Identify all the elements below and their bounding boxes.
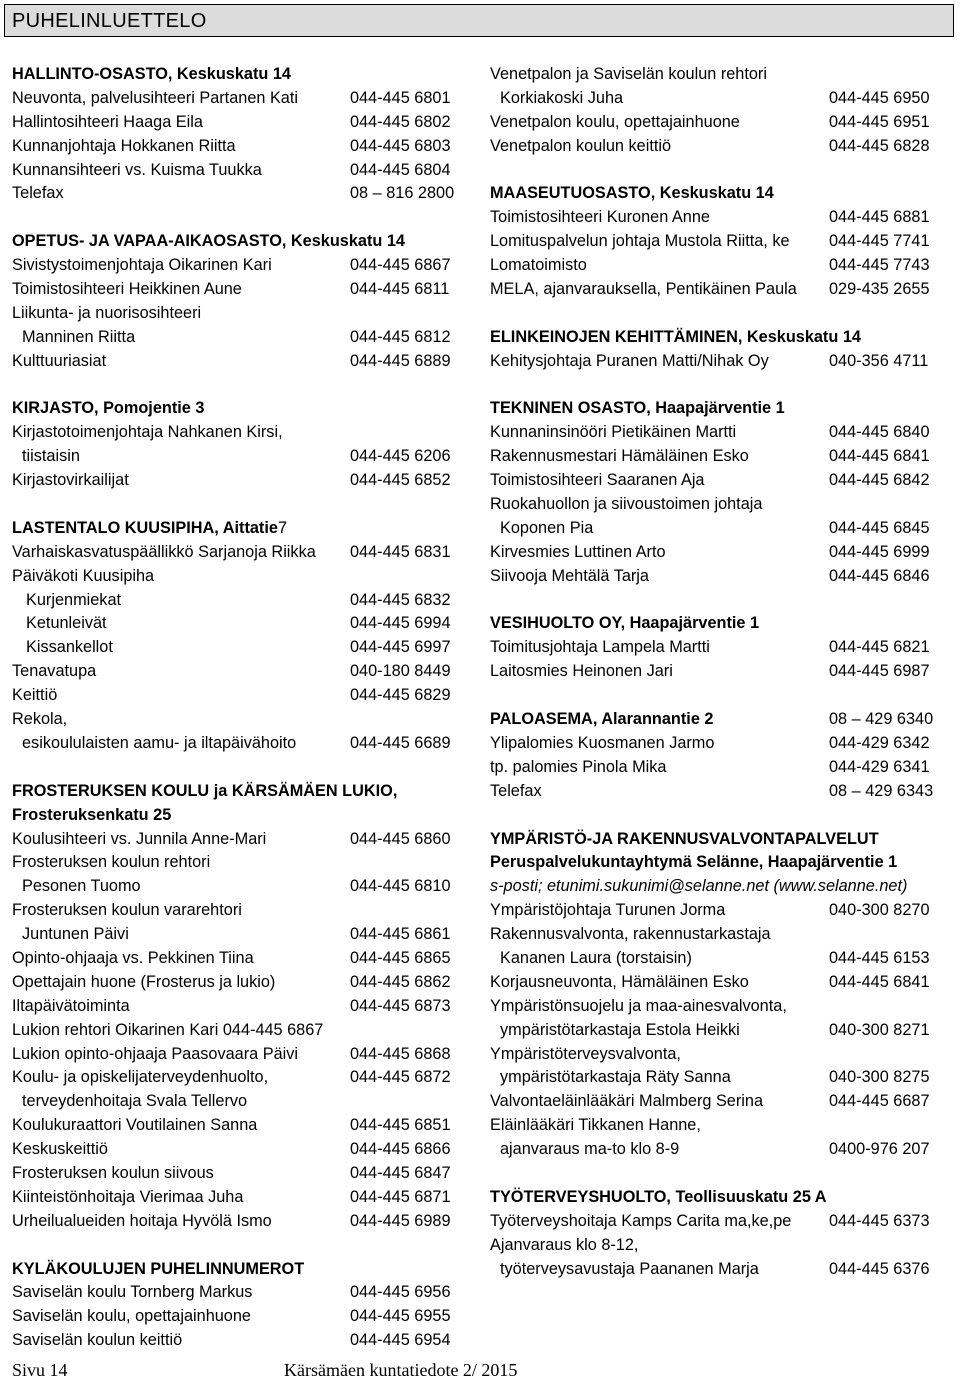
directory-entry (490, 1019, 940, 1043)
entry-label: Saviselän koulu, opettajainhuone (12, 1307, 251, 1326)
directory-entry (490, 995, 940, 1019)
phone-number: 044-429 6342 (829, 733, 930, 752)
phone-number: 044-445 6801 (350, 88, 451, 107)
directory-entry (490, 87, 940, 111)
phone-number: 044-445 6373 (829, 1211, 930, 1230)
entry-label: Kissankellot (26, 638, 113, 657)
entry-label: Liikunta- ja nuorisosihteeri (12, 303, 202, 322)
section-heading (490, 708, 940, 732)
entry-label: Varhaiskasvatuspäällikkö Sarjanoja Riikka (12, 542, 316, 561)
directory-entry (12, 326, 462, 350)
directory-entry (490, 1066, 940, 1090)
phone-number: 044-445 6846 (829, 566, 930, 585)
phone-number: 044-445 6829 (350, 686, 451, 705)
entry-label: ympäristötarkastaja Estola Heikki (500, 1020, 740, 1039)
section-heading (490, 397, 940, 421)
phone-number: 044-429 6341 (829, 757, 930, 776)
phone-number: 044-445 6989 (350, 1211, 451, 1230)
page-number: Sivu 14 (12, 1360, 68, 1380)
directory-entry (490, 135, 940, 159)
phone-number: 044-445 6851 (350, 1116, 451, 1135)
entry-label: Keittiö (12, 686, 58, 705)
entry-label: Valvontaeläinlääkäri Malmberg Serina (490, 1092, 764, 1111)
phone-number: 044-445 7741 (829, 232, 930, 251)
directory-entry (490, 421, 940, 445)
directory-entry (490, 517, 940, 541)
heading-text: LASTENTALO KUUSIPIHA, Aittatie (12, 518, 278, 537)
page-footer (12, 1360, 952, 1386)
directory-entry (12, 684, 462, 708)
directory-entry (12, 1281, 462, 1305)
right-column (490, 63, 940, 1281)
directory-entry (490, 63, 940, 87)
directory-entry (490, 565, 940, 589)
phone-number: 044-445 6873 (350, 996, 451, 1015)
directory-entry (12, 612, 462, 636)
section-heading (12, 804, 462, 828)
directory-entry (490, 875, 940, 899)
entry-label: Opinto-ohjaaja vs. Pekkinen Tiina (12, 948, 254, 967)
entry-label: Ajanvaraus klo 8-12, (490, 1235, 639, 1254)
directory-entry (12, 828, 462, 852)
directory-entry (12, 636, 462, 660)
section-gap (12, 206, 462, 230)
directory-entry (12, 469, 462, 493)
directory-entry (12, 87, 462, 111)
directory-entry (12, 445, 462, 469)
directory-entry (490, 350, 940, 374)
entry-label: Toimitusjohtaja Lampela Martti (490, 638, 710, 657)
directory-entry (490, 923, 940, 947)
phone-number: 0400-976 207 (829, 1140, 930, 1159)
section-gap (12, 493, 462, 517)
directory-entry (490, 636, 940, 660)
phone-number: 044-445 6954 (350, 1331, 451, 1350)
directory-entry (490, 1138, 940, 1162)
section-gap (490, 589, 940, 613)
phone-number: 044-445 6153 (829, 948, 930, 967)
entry-label: Ketunleivät (26, 614, 107, 633)
phone-number: 044-445 6804 (350, 160, 451, 179)
heading-text: Peruspalvelukuntayhtymä Selänne, Haapajärventie 1 (490, 853, 898, 872)
directory-entry (12, 995, 462, 1019)
phone-number: 029-435 2655 (829, 280, 930, 299)
entry-label: Koulu- ja opiskelijaterveydenhuolto, (12, 1068, 269, 1087)
directory-entry (490, 541, 940, 565)
entry-label: Toimistosihteeri Heikkinen Aune (12, 280, 242, 299)
directory-entry (12, 111, 462, 135)
heading-text: PALOASEMA, Alarannantie 2 (490, 710, 714, 729)
directory-entry (12, 1162, 462, 1186)
entry-label: Hallintosihteeri Haaga Eila (12, 112, 203, 131)
entry-label: Rakennusmestari Hämäläinen Esko (490, 447, 749, 466)
entry-label: Ylipalomies Kuosmanen Jarmo (490, 733, 715, 752)
entry-label: Lomituspalvelun johtaja Mustola Riitta, ke (490, 232, 790, 251)
entry-label: Ympäristöterveysvalvonta, (490, 1044, 681, 1063)
phone-number: 044-445 6868 (350, 1044, 451, 1063)
section-gap (490, 804, 940, 828)
phone-number: 044-445 6997 (350, 638, 451, 657)
entry-label: Telefax (12, 184, 64, 203)
heading-text: VESIHUOLTO OY, Haapajärventie 1 (490, 614, 760, 633)
left-column (12, 63, 462, 1353)
section-heading (12, 230, 462, 254)
phone-number: 044-445 6803 (350, 136, 451, 155)
publication-name: Kärsämäen kuntatiedote 2/ 2015 (284, 1360, 518, 1380)
directory-entry (12, 1114, 462, 1138)
directory-entry (490, 254, 940, 278)
phone-number: 040-356 4711 (829, 351, 929, 370)
heading-text: HALLINTO-OSASTO, Keskuskatu 14 (12, 65, 291, 83)
title-banner (4, 4, 954, 37)
phone-number: 044-445 6956 (350, 1283, 451, 1302)
entry-label: Kunnansihteeri vs. Kuisma Tuukka (12, 160, 262, 179)
phone-number: 044-445 6687 (829, 1092, 930, 1111)
entry-label: MELA, ajanvarauksella, Pentikäinen Paula (490, 280, 797, 299)
directory-entry (490, 756, 940, 780)
section-gap (490, 1162, 940, 1186)
entry-label: Venetpalon koulu, opettajainhuone (490, 112, 740, 131)
directory-entry (490, 1258, 940, 1282)
directory-entry (490, 1090, 940, 1114)
directory-entry (12, 565, 462, 589)
directory-entry (12, 1138, 462, 1162)
phone-number: 044-445 6866 (350, 1140, 451, 1159)
phone-number: 044-445 6840 (829, 423, 930, 442)
entry-label: Toimistosihteeri Saaranen Aja (490, 471, 705, 490)
directory-entry (490, 278, 940, 302)
directory-entry (490, 1234, 940, 1258)
phone-number: 044-445 6871 (350, 1187, 451, 1206)
entry-label: ympäristötarkastaja Räty Sanna (500, 1068, 731, 1087)
directory-entry (12, 302, 462, 326)
directory-entry (12, 421, 462, 445)
entry-label: Korjausneuvonta, Hämäläinen Esko (490, 972, 749, 991)
directory-entry (12, 350, 462, 374)
phone-number: 044-445 6376 (829, 1259, 930, 1278)
heading-text: TYÖTERVEYSHUOLTO, Teollisuuskatu 25 A (490, 1187, 827, 1206)
heading-text: YMPÄRISTÖ-JA RAKENNUSVALVONTAPALVELUT (490, 829, 879, 848)
entry-label: Päiväkoti Kuusipiha (12, 566, 155, 585)
phone-number: 044-445 6810 (350, 877, 451, 896)
directory-entry (490, 206, 940, 230)
entry-label: Sivistystoimenjohtaja Oikarinen Kari (12, 256, 272, 275)
heading-text: KYLÄKOULUJEN PUHELINNUMEROT (12, 1259, 305, 1278)
phone-number: 08 – 429 6340 (829, 710, 934, 729)
directory-entry (490, 1043, 940, 1067)
directory-entry (12, 182, 462, 206)
section-heading (12, 780, 462, 804)
directory-entry (12, 875, 462, 899)
phone-number: 044-445 6994 (350, 614, 451, 633)
section-heading (12, 63, 462, 87)
phone-number: 044-445 7743 (829, 256, 930, 275)
heading-text: FROSTERUKSEN KOULU ja KÄRSÄMÄEN LUKIO, (12, 781, 398, 800)
section-gap (490, 302, 940, 326)
phone-number: 044-445 6889 (350, 351, 451, 370)
entry-label: Rakennusvalvonta, rakennustarkastaja (490, 925, 771, 944)
phone-number: 044-445 6950 (829, 88, 930, 107)
entry-label: tp. palomies Pinola Mika (490, 757, 667, 776)
heading-text: Frosteruksenkatu 25 (12, 805, 172, 824)
phone-number: 044-445 6865 (350, 948, 451, 967)
entry-label: Saviselän koulun keittiö (12, 1331, 183, 1350)
directory-entry (12, 589, 462, 613)
entry-label: Kananen Laura (torstaisin) (500, 948, 692, 967)
entry-label: Kirjastovirkailijat (12, 471, 129, 490)
directory-entry (12, 1210, 462, 1234)
entry-label: Frosteruksen koulun rehtori (12, 853, 211, 872)
entry-label: Ympäristöjohtaja Turunen Jorma (490, 901, 726, 920)
heading-text: ELINKEINOJEN KEHITTÄMINEN, Keskuskatu 14 (490, 327, 861, 346)
phone-number: 040-300 8270 (829, 901, 930, 920)
phone-number: 044-445 6689 (350, 733, 451, 752)
directory-entry (490, 469, 940, 493)
directory-entry (12, 135, 462, 159)
directory-entry (490, 780, 940, 804)
entry-label: Lukion rehtori Oikarinen Kari 044-445 6867 (12, 1020, 324, 1039)
directory-entry (12, 899, 462, 923)
entry-label: Pesonen Tuomo (22, 877, 141, 896)
phone-number: 044-445 6828 (829, 136, 930, 155)
section-heading (490, 828, 940, 852)
entry-label: terveydenhoitaja Svala Tellervo (22, 1092, 248, 1111)
phone-number: 044-445 6811 (350, 280, 450, 299)
phone-number: 044-445 6999 (829, 542, 930, 561)
phone-number: 044-445 6955 (350, 1307, 451, 1326)
heading-text: KIRJASTO, Pomojentie 3 (12, 399, 205, 418)
phone-number: 044-445 6841 (829, 447, 930, 466)
directory-entry (12, 923, 462, 947)
phone-number: 040-300 8275 (829, 1068, 930, 1087)
directory-entry (490, 947, 940, 971)
phone-number: 044-445 6802 (350, 112, 451, 131)
entry-label: Juntunen Päivi (22, 925, 129, 944)
entry-label: Työterveyshoitaja Kamps Carita ma,ke,pe (490, 1211, 792, 1230)
entry-label: Kurjenmiekat (26, 590, 122, 609)
section-gap (12, 756, 462, 780)
directory-entry (12, 278, 462, 302)
directory-entry (490, 1114, 940, 1138)
directory-entry (12, 660, 462, 684)
entry-label: Lomatoimisto (490, 256, 587, 275)
heading-suffix: 7 (278, 518, 288, 537)
entry-label: Rekola, (12, 710, 68, 729)
entry-label: Manninen Riitta (22, 327, 136, 346)
directory-entry (490, 660, 940, 684)
phone-number: 044-445 6812 (350, 327, 451, 346)
entry-label: Siivooja Mehtälä Tarja (490, 566, 649, 585)
section-heading (12, 397, 462, 421)
entry-label: Koponen Pia (500, 518, 594, 537)
phone-number: 044-445 6862 (350, 972, 451, 991)
entry-label: Korkiakoski Juha (500, 88, 624, 107)
phone-number: 044-445 6206 (350, 447, 451, 466)
section-heading (12, 1258, 462, 1282)
phone-number: 044-445 6831 (350, 542, 451, 561)
directory-entry (12, 159, 462, 183)
entry-label: Kunnanjohtaja Hokkanen Riitta (12, 136, 236, 155)
entry-label: Laitosmies Heinonen Jari (490, 662, 673, 681)
entry-label: työterveysavustaja Paananen Marja (500, 1259, 759, 1278)
entry-label: Ruokahuollon ja siivoustoimen johtaja (490, 495, 763, 514)
section-heading (490, 851, 940, 875)
entry-label: s-posti; etunimi.sukunimi@selanne.net (www.selanne.net) (490, 877, 908, 896)
phone-number: 040-180 8449 (350, 662, 451, 681)
directory-entry (12, 1090, 462, 1114)
entry-label: Kiinteistönhoitaja Vierimaa Juha (12, 1187, 244, 1206)
entry-label: Tenavatupa (12, 662, 97, 681)
phone-number: 044-445 6842 (829, 471, 930, 490)
phone-number: 044-445 6867 (350, 256, 451, 275)
entry-label: Iltapäivätoiminta (12, 996, 130, 1015)
entry-label: Opettajain huone (Frosterus ja lukio) (12, 972, 276, 991)
phone-number: 044-445 6860 (350, 829, 451, 848)
entry-label: tiistaisin (22, 447, 80, 466)
section-gap (490, 374, 940, 398)
section-gap (12, 374, 462, 398)
phone-number: 044-445 6832 (350, 590, 451, 609)
entry-label: Urheilualueiden hoitaja Hyvölä Ismo (12, 1211, 272, 1230)
directory-entry (12, 1305, 462, 1329)
entry-label: Kunnaninsinööri Pietikäinen Martti (490, 423, 737, 442)
phone-number: 044-445 6821 (829, 638, 930, 657)
phone-number: 044-445 6881 (829, 208, 930, 227)
entry-label: Toimistosihteeri Kuronen Anne (490, 208, 710, 227)
entry-label: Frosteruksen koulun vararehtori (12, 901, 242, 920)
directory-entry (12, 1043, 462, 1067)
entry-label: Venetpalon koulun keittiö (490, 136, 672, 155)
directory-entry (490, 493, 940, 517)
heading-text: TEKNINEN OSASTO, Haapajärventie 1 (490, 399, 785, 418)
entry-label: Lukion opinto-ohjaaja Paasovaara Päivi (12, 1044, 299, 1063)
heading-text: MAASEUTUOSASTO, Keskuskatu 14 (490, 184, 774, 203)
directory-entry (490, 1210, 940, 1234)
entry-label: Kulttuuriasiat (12, 351, 107, 370)
directory-entry (490, 230, 940, 254)
entry-label: Eläinlääkäri Tikkanen Hanne, (490, 1116, 701, 1135)
entry-label: Ympäristönsuojelu ja maa-ainesvalvonta, (490, 996, 787, 1015)
directory-entry (12, 971, 462, 995)
phone-number: 044-445 6951 (829, 112, 930, 131)
entry-label: Telefax (490, 781, 542, 800)
phone-number: 08 – 816 2800 (350, 184, 455, 203)
section-gap (490, 159, 940, 183)
directory-entry (12, 947, 462, 971)
phone-number: 044-445 6872 (350, 1068, 451, 1087)
section-heading (12, 517, 462, 541)
entry-label: Kirvesmies Luttinen Arto (490, 542, 666, 561)
directory-entry (490, 971, 940, 995)
directory-entry (490, 445, 940, 469)
directory-entry (490, 899, 940, 923)
section-gap (12, 1234, 462, 1258)
directory-entry (12, 1019, 462, 1043)
directory-entry (490, 111, 940, 135)
phone-number: 044-445 6845 (829, 518, 930, 537)
entry-label: Venetpalon ja Saviselän koulun rehtori (490, 65, 767, 83)
entry-label: Keskuskeittiö (12, 1140, 108, 1159)
phone-number: 044-445 6841 (829, 972, 930, 991)
heading-text: OPETUS- JA VAPAA-AIKAOSASTO, Keskuskatu 14 (12, 232, 405, 251)
directory-entry (12, 732, 462, 756)
phone-number: 040-300 8271 (829, 1020, 930, 1039)
directory-entry (12, 1329, 462, 1353)
section-heading (490, 1186, 940, 1210)
phone-number: 044-445 6847 (350, 1163, 451, 1182)
section-heading (490, 326, 940, 350)
directory-entry (12, 541, 462, 565)
entry-label: Neuvonta, palvelusihteeri Partanen Kati (12, 88, 299, 107)
entry-label: ajanvaraus ma-to klo 8-9 (500, 1140, 680, 1159)
section-heading (490, 612, 940, 636)
entry-label: Kirjastotoimenjohtaja Nahkanen Kirsi, (12, 423, 283, 442)
directory-entry (12, 851, 462, 875)
phone-number: 044-445 6987 (829, 662, 930, 681)
entry-label: Frosteruksen koulun siivous (12, 1163, 214, 1182)
directory-entry (12, 1186, 462, 1210)
section-gap (490, 684, 940, 708)
entry-label: Kehitysjohtaja Puranen Matti/Nihak Oy (490, 351, 769, 370)
entry-label: esikoululaisten aamu- ja iltapäivähoito (22, 733, 297, 752)
entry-label: Saviselän koulu Tornberg Markus (12, 1283, 253, 1302)
directory-entry (12, 254, 462, 278)
phone-number: 044-445 6861 (350, 925, 451, 944)
directory-entry (490, 732, 940, 756)
entry-label: Koulusihteeri vs. Junnila Anne-Mari (12, 829, 267, 848)
page-title: PUHELINLUETTELO (12, 10, 207, 32)
phone-number: 044-445 6852 (350, 471, 451, 490)
directory-entry (12, 1066, 462, 1090)
entry-label: Koulukuraattori Voutilainen Sanna (12, 1116, 258, 1135)
phone-number: 08 – 429 6343 (829, 781, 934, 800)
directory-entry (12, 708, 462, 732)
section-heading (490, 182, 940, 206)
